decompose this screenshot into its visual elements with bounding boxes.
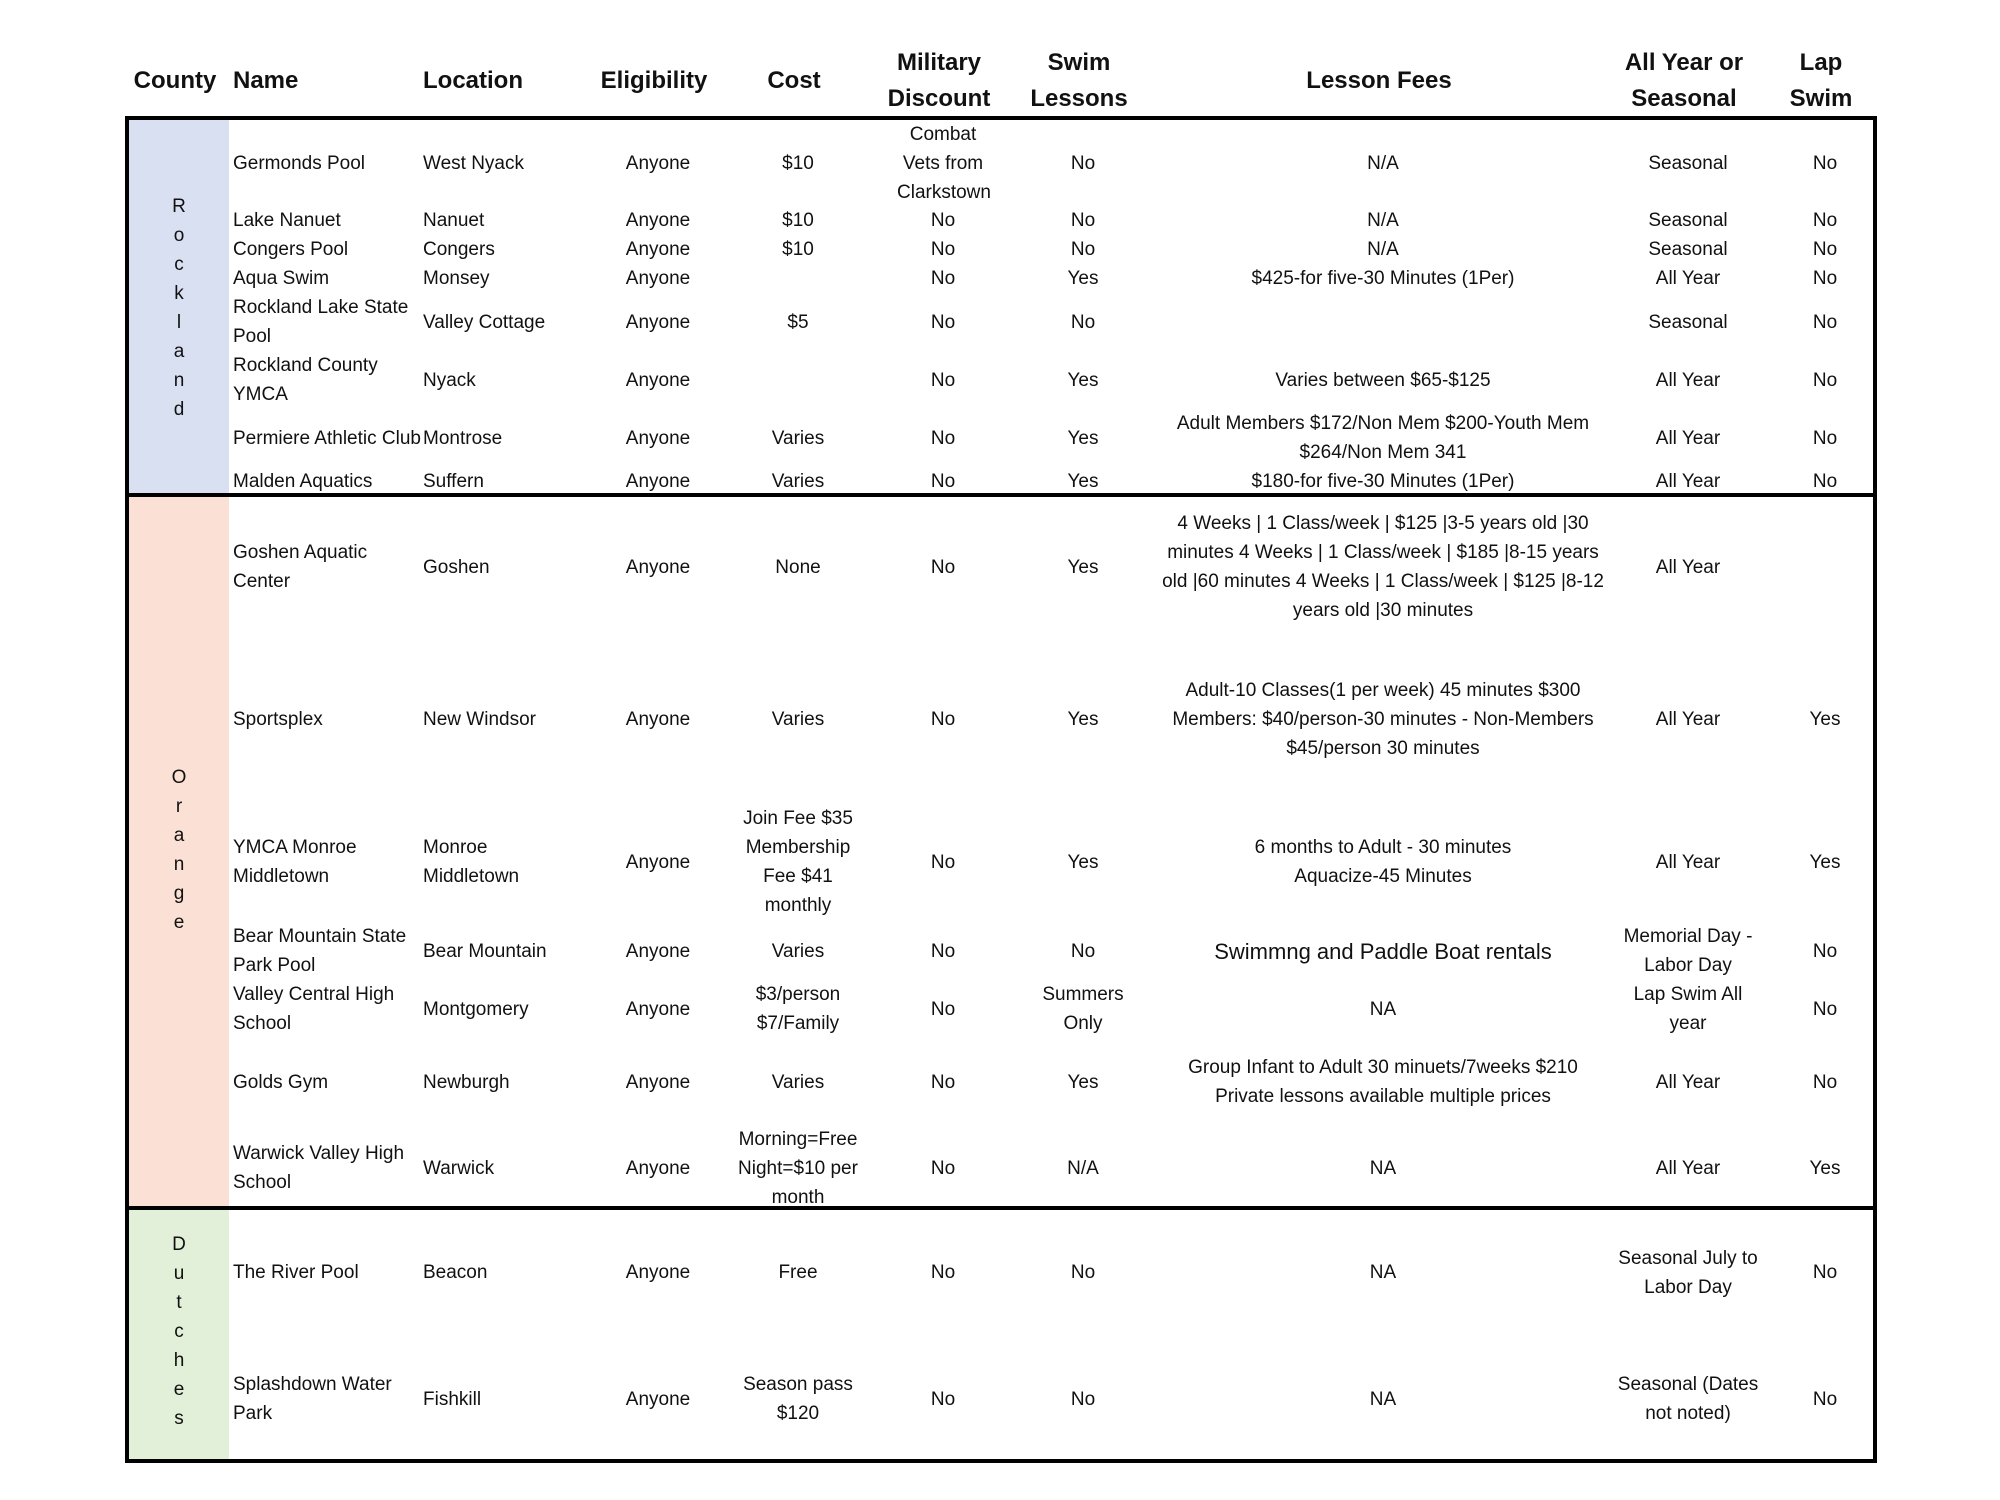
- cell-location: Warwick: [423, 1157, 495, 1179]
- cell-lesson-fees: 4 Weeks | 1 Class/week | $125 |3-5 years old |30 minutes 4 Weeks | 1 Class/week | $185 |8-15 years old |60 minutes 4 Weeks | 1 Class/week | $125 |8-12 years old |30 minutes: [1162, 513, 1604, 621]
- table-row: [129, 922, 1873, 980]
- cell-name: Warwick Valley High School: [233, 1143, 405, 1193]
- county-letter: k: [174, 283, 184, 304]
- cell-military-discount: No: [930, 369, 956, 391]
- cell-location: Montgomery: [423, 998, 529, 1020]
- cell-lesson-fees: NA: [1369, 1388, 1397, 1410]
- cell-lesson-fees: N/A: [1367, 152, 1399, 174]
- cell-name: Splashdown Water Park: [233, 1374, 392, 1424]
- cell-cost: Varies: [771, 709, 825, 730]
- cell-lap-swim: No: [1812, 1388, 1838, 1410]
- county-letter: t: [176, 1292, 182, 1313]
- cell-location: Valley Cottage: [423, 311, 546, 333]
- cell-lap-swim: No: [1812, 210, 1838, 231]
- cell-eligibility: Anyone: [625, 268, 691, 289]
- cell-cost: $10: [782, 210, 814, 231]
- header-military-discount: Military Discount: [887, 49, 991, 112]
- table-row: [129, 351, 1873, 409]
- cell-lesson-fees: $425-for five-30 Minutes (1Per): [1251, 268, 1515, 289]
- cell-eligibility: Anyone: [625, 1262, 691, 1283]
- county-letter: l: [176, 312, 182, 333]
- table-row: [129, 467, 1873, 496]
- cell-lesson-fees: Varies between $65-$125: [1275, 369, 1491, 391]
- cell-swim-lessons: Yes: [1067, 268, 1099, 289]
- cell-military-discount: No: [930, 239, 956, 260]
- header-eligibility: Eligibility: [600, 67, 708, 94]
- cell-eligibility: Anyone: [625, 471, 691, 492]
- table-row: [129, 1126, 1873, 1210]
- cell-season: Seasonal (Dates not noted): [1617, 1374, 1759, 1424]
- cell-lap-swim: No: [1812, 427, 1838, 449]
- cell-lap-swim: No: [1812, 471, 1838, 492]
- cell-cost: Varies: [771, 427, 825, 449]
- cell-location: Nyack: [423, 369, 476, 391]
- cell-location: Congers: [423, 239, 495, 260]
- cell-location: Monroe Middletown: [423, 837, 520, 887]
- table-row: [129, 980, 1873, 1038]
- header-cost: Cost: [767, 67, 821, 94]
- cell-season: All Year: [1655, 471, 1721, 492]
- cell-cost: $5: [787, 311, 809, 333]
- cell-location: Monsey: [423, 268, 490, 289]
- cell-lap-swim: No: [1812, 1262, 1838, 1283]
- cell-lap-swim: No: [1812, 268, 1838, 289]
- cell-military-discount: No: [930, 1388, 956, 1410]
- header-swim-lessons: Swim Lessons: [1030, 49, 1128, 112]
- cell-swim-lessons: Yes: [1067, 369, 1099, 391]
- cell-location: Nanuet: [423, 210, 485, 231]
- county-letter: n: [173, 370, 185, 391]
- cell-eligibility: Anyone: [625, 998, 691, 1020]
- cell-name: Congers Pool: [233, 239, 349, 260]
- county-letter: o: [173, 225, 185, 246]
- cell-eligibility: Anyone: [625, 556, 691, 578]
- cell-swim-lessons: Yes: [1067, 851, 1099, 873]
- cell-lesson-fees: Swimmng and Paddle Boat rentals: [1214, 938, 1552, 964]
- table-row: [129, 264, 1873, 293]
- cell-military-discount: No: [930, 1071, 956, 1093]
- cell-season: Lap Swim All year: [1633, 984, 1743, 1034]
- county-letter: e: [173, 912, 185, 933]
- cell-season: Seasonal: [1648, 239, 1728, 260]
- county-letter: s: [174, 1408, 184, 1429]
- cell-lesson-fees: NA: [1369, 1262, 1397, 1283]
- cell-name: Bear Mountain State Park Pool: [233, 926, 407, 976]
- cell-military-discount: No: [930, 940, 956, 962]
- cell-location: Suffern: [423, 471, 484, 492]
- cell-military-discount: No: [930, 311, 956, 333]
- section-dutches: [125, 1206, 1877, 1463]
- cell-season: Memorial Day - Labor Day: [1623, 926, 1753, 976]
- cell-military-discount: No: [930, 1157, 956, 1179]
- county-letter: D: [172, 1234, 186, 1255]
- cell-cost: Season pass $120: [743, 1374, 853, 1424]
- table-row: [129, 206, 1873, 235]
- cell-lap-swim: No: [1812, 998, 1838, 1020]
- cell-cost: $10: [782, 239, 814, 260]
- table-row: [129, 1038, 1873, 1126]
- cell-name: The River Pool: [233, 1262, 359, 1283]
- cell-location: Fishkill: [423, 1388, 482, 1410]
- cell-name: Goshen Aquatic Center: [233, 542, 368, 592]
- cell-lap-swim: Yes: [1809, 709, 1841, 730]
- cell-name: Rockland Lake State Pool: [233, 297, 409, 347]
- cell-eligibility: Anyone: [625, 152, 691, 174]
- cell-name: Sportsplex: [233, 709, 323, 730]
- header-all-year-or-seasonal: All Year or Seasonal: [1624, 49, 1744, 112]
- cell-name: YMCA Monroe Middletown: [233, 837, 357, 887]
- cell-swim-lessons: Yes: [1067, 471, 1099, 492]
- cell-lesson-fees: N/A: [1367, 239, 1399, 260]
- cell-lap-swim: Yes: [1809, 1157, 1841, 1179]
- cell-name: Golds Gym: [233, 1071, 329, 1093]
- cell-lesson-fees: Adult-10 Classes(1 per week) 45 minutes $300 Members: $40/person-30 minutes - Non-Members $45/person 30 minutes: [1172, 680, 1594, 759]
- cell-lesson-fees: N/A: [1367, 210, 1399, 231]
- cell-cost: Morning=Free Night=$10 per month: [738, 1128, 858, 1208]
- cell-name: Rockland County YMCA: [233, 355, 378, 405]
- header-name: Name: [233, 67, 299, 94]
- cell-cost: $10: [782, 152, 814, 174]
- cell-name: Malden Aquatics: [233, 471, 373, 492]
- cell-season: All Year: [1655, 709, 1721, 730]
- cell-eligibility: Anyone: [625, 239, 691, 260]
- cell-season: All Year: [1655, 268, 1721, 289]
- cell-lap-swim: No: [1812, 940, 1838, 962]
- cell-season: All Year: [1655, 369, 1721, 391]
- cell-location: Beacon: [423, 1262, 488, 1283]
- cell-season: Seasonal: [1648, 152, 1728, 174]
- county-letter: a: [173, 341, 185, 362]
- county-letter: u: [173, 1263, 185, 1284]
- county-letter: c: [174, 254, 184, 275]
- cell-season: All Year: [1655, 1157, 1721, 1179]
- cell-season: Seasonal July to Labor Day: [1618, 1247, 1758, 1298]
- cell-lap-swim: No: [1812, 311, 1838, 333]
- header-county: County: [133, 67, 217, 94]
- cell-eligibility: Anyone: [625, 1157, 691, 1179]
- cell-cost: Varies: [771, 940, 825, 962]
- cell-military-discount: No: [930, 1262, 956, 1283]
- cell-military-discount: No: [930, 709, 956, 730]
- section-rockland: [125, 116, 1877, 497]
- cell-lap-swim: Yes: [1809, 851, 1841, 873]
- cell-eligibility: Anyone: [625, 311, 691, 333]
- cell-eligibility: Anyone: [625, 210, 691, 231]
- cell-season: All Year: [1655, 1071, 1721, 1093]
- cell-location: Montrose: [423, 427, 503, 449]
- cell-location: Goshen: [423, 556, 490, 578]
- cell-eligibility: Anyone: [625, 427, 691, 449]
- cell-swim-lessons: Yes: [1067, 427, 1099, 449]
- cell-lap-swim: No: [1812, 152, 1838, 174]
- cell-lap-swim: No: [1812, 239, 1838, 260]
- cell-eligibility: Anyone: [625, 369, 691, 391]
- county-letter: e: [173, 1379, 185, 1400]
- cell-swim-lessons: No: [1070, 152, 1096, 174]
- county-letter: r: [175, 796, 183, 817]
- cell-lap-swim: No: [1812, 369, 1838, 391]
- header-lesson-fees: Lesson Fees: [1306, 67, 1452, 94]
- county-letter: R: [172, 196, 186, 217]
- cell-name: Valley Central High School: [233, 984, 395, 1034]
- cell-swim-lessons: Yes: [1067, 1071, 1099, 1093]
- cell-swim-lessons: Summers Only: [1042, 984, 1124, 1034]
- cell-season: Seasonal: [1648, 311, 1728, 333]
- table-row: [129, 1335, 1873, 1463]
- cell-cost: None: [775, 556, 821, 578]
- cell-swim-lessons: No: [1070, 1388, 1096, 1410]
- table-row: [129, 409, 1873, 467]
- cell-swim-lessons: No: [1070, 1262, 1096, 1283]
- cell-lesson-fees: NA: [1369, 1157, 1397, 1179]
- cell-name: Aqua Swim: [233, 268, 330, 289]
- cell-lap-swim: No: [1812, 1071, 1838, 1093]
- county-letter: O: [171, 767, 187, 788]
- cell-swim-lessons: Yes: [1067, 556, 1099, 578]
- cell-season: All Year: [1655, 427, 1721, 449]
- table-row: [129, 1210, 1873, 1335]
- cell-cost: Free: [778, 1262, 818, 1283]
- cell-swim-lessons: No: [1070, 940, 1096, 962]
- cell-military-discount: No: [930, 268, 956, 289]
- cell-military-discount: No: [930, 998, 956, 1020]
- county-letter: g: [173, 883, 185, 904]
- cell-location: Bear Mountain: [423, 940, 547, 962]
- cell-lesson-fees: Adult Members $172/Non Mem $200-Youth Mem $264/Non Mem 341: [1176, 413, 1590, 463]
- table-row: [129, 497, 1873, 637]
- cell-location: West Nyack: [423, 152, 525, 174]
- table-row: [129, 235, 1873, 264]
- cell-military-discount: No: [930, 210, 956, 231]
- cell-name: Lake Nanuet: [233, 210, 341, 231]
- cell-military-discount: Combat Vets from Clarkstown: [897, 123, 991, 203]
- table-row: [129, 120, 1873, 206]
- section-orange: [125, 493, 1877, 1210]
- county-letter: n: [173, 854, 185, 875]
- header-lap-swim: Lap Swim: [1789, 49, 1853, 112]
- county-letter: d: [173, 399, 185, 420]
- cell-eligibility: Anyone: [625, 940, 691, 962]
- county-letter: a: [173, 825, 185, 846]
- header-location: Location: [423, 67, 523, 94]
- table-row: [129, 293, 1873, 351]
- cell-eligibility: Anyone: [625, 851, 691, 873]
- cell-eligibility: Anyone: [625, 1388, 691, 1410]
- table-row: [129, 637, 1873, 802]
- county-letter: c: [174, 1321, 184, 1342]
- cell-lesson-fees: 6 months to Adult - 30 minutes Aquacize-45 Minutes: [1254, 837, 1512, 887]
- cell-swim-lessons: N/A: [1067, 1157, 1099, 1179]
- cell-lesson-fees: NA: [1369, 998, 1397, 1020]
- cell-name: Permiere Athletic Club: [233, 427, 421, 449]
- cell-cost: Join Fee $35 Membership Fee $41 monthly: [743, 808, 853, 916]
- cell-cost: Varies: [771, 471, 825, 492]
- cell-swim-lessons: No: [1070, 239, 1096, 260]
- cell-swim-lessons: No: [1070, 311, 1096, 333]
- cell-name: Germonds Pool: [233, 152, 366, 174]
- cell-military-discount: No: [930, 427, 956, 449]
- cell-military-discount: No: [930, 471, 956, 492]
- cell-swim-lessons: No: [1070, 210, 1096, 231]
- cell-season: All Year: [1655, 851, 1721, 873]
- table-row: [129, 802, 1873, 922]
- cell-season: Seasonal: [1648, 210, 1728, 231]
- county-letter: h: [173, 1350, 185, 1371]
- cell-lesson-fees: $180-for five-30 Minutes (1Per): [1251, 471, 1515, 492]
- cell-cost: $3/person $7/Family: [755, 984, 841, 1034]
- cell-military-discount: No: [930, 556, 956, 578]
- cell-swim-lessons: Yes: [1067, 709, 1099, 730]
- cell-eligibility: Anyone: [625, 709, 691, 730]
- cell-location: Newburgh: [423, 1071, 510, 1093]
- cell-cost: Varies: [771, 1071, 825, 1093]
- cell-eligibility: Anyone: [625, 1071, 691, 1093]
- cell-season: All Year: [1655, 556, 1721, 578]
- cell-location: New Windsor: [423, 709, 536, 730]
- cell-lesson-fees: Group Infant to Adult 30 minuets/7weeks $210 Private lessons available multiple prices: [1188, 1057, 1578, 1107]
- cell-military-discount: No: [930, 851, 956, 873]
